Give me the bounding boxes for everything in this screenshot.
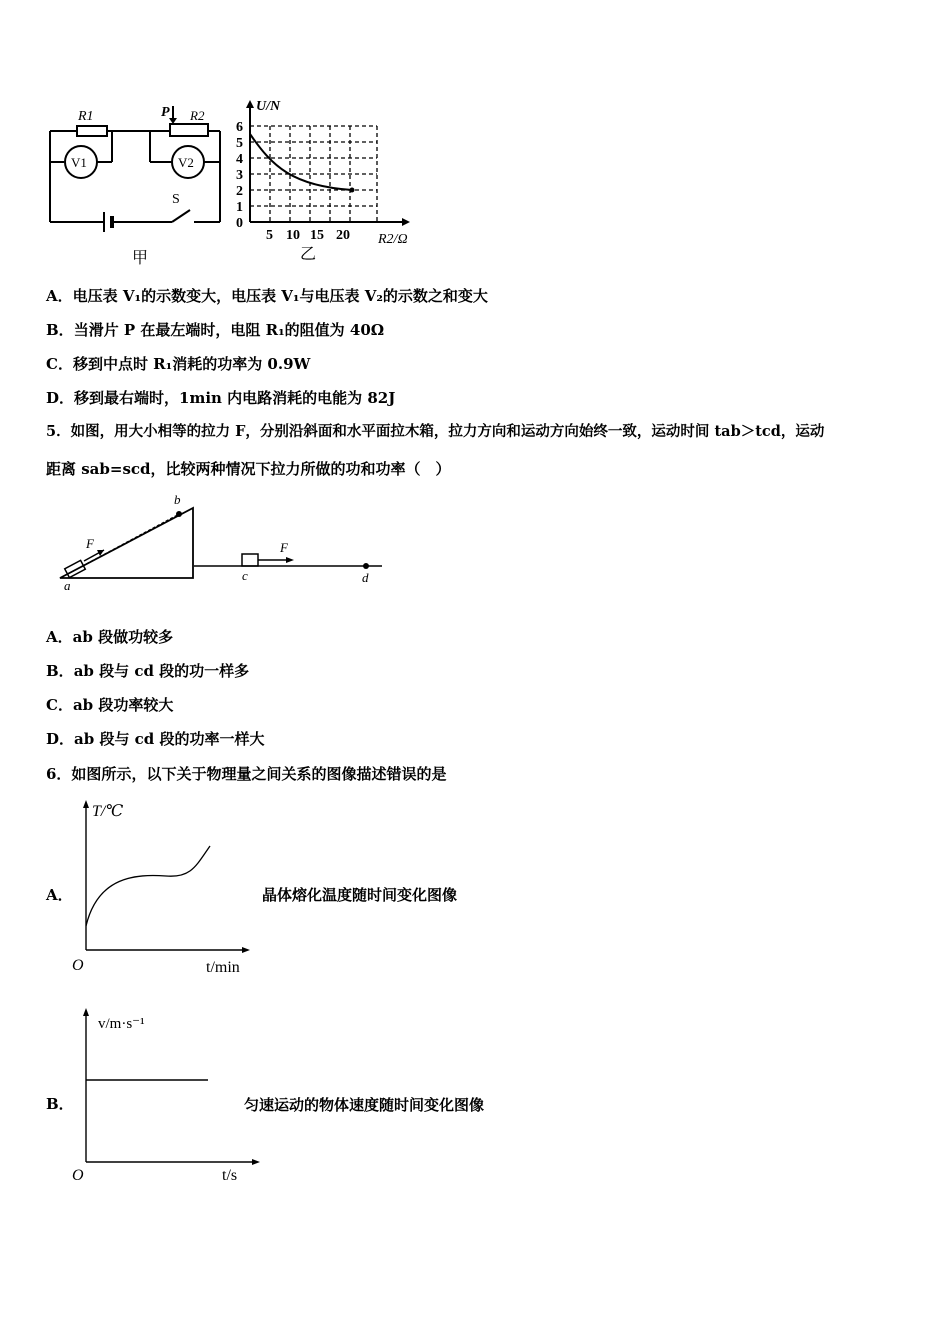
q5-stem-line2: 距离 sab=scd，比较两种情况下拉力所做的功和功率（ ） [46, 460, 451, 478]
q6-stem: 6．如图所示，以下关于物理量之间关系的图像描述错误的是 [46, 765, 447, 783]
ytick-1: 1 [236, 200, 243, 215]
q5-option-b: B．ab 段与 cd 段的功一样多 [46, 662, 250, 680]
incline-box [65, 560, 86, 577]
q6-option-a-key: A． [46, 886, 73, 904]
incline-and-flat-figure [54, 492, 394, 596]
flat-force-arrow [286, 557, 294, 563]
graph-ylabel: U/N [256, 99, 281, 114]
point-b-label: b [174, 492, 181, 507]
uniform-velocity-graph [66, 1004, 266, 1188]
r1-label: R1 [78, 109, 94, 124]
v1-label: V1 [71, 155, 87, 170]
ytick-2: 2 [236, 184, 243, 199]
q4-option-b: B．当滑片 P 在最左端时，电阻 R₁的阻值为 40Ω [46, 321, 385, 339]
flat-force-label: F [280, 540, 288, 555]
point-d-label: d [362, 570, 369, 585]
p-label: P [161, 105, 170, 120]
flat-box [242, 554, 258, 566]
figure-jia-label: 甲 [132, 250, 149, 267]
graph-a-xlabel: t/min [206, 959, 240, 976]
q5-option-a: A．ab 段做功较多 [46, 628, 174, 646]
point-a-label: a [64, 578, 71, 593]
ytick-0: 0 [236, 216, 243, 231]
xtick-5: 5 [266, 228, 273, 243]
point-c-label: c [242, 568, 248, 583]
graph-b-xlabel: t/s [222, 1167, 238, 1184]
voltage-resistance-graph [232, 96, 422, 271]
q5-option-d: D．ab 段与 cd 段的功率一样大 [46, 730, 265, 748]
incline-force-label: F [86, 536, 94, 551]
q4-option-a: A．电压表 V₁的示数变大，电压表 V₁与电压表 V₂的示数之和变大 [46, 287, 488, 305]
q6-option-a-caption: 晶体熔化温度随时间变化图像 [262, 886, 458, 904]
ytick-5: 5 [236, 136, 243, 151]
r2-label: R2 [190, 108, 205, 123]
s-label: S [172, 192, 180, 207]
v2-label: V2 [178, 155, 194, 170]
melting-temperature-graph [66, 796, 266, 980]
q4-option-c: C．移到中点时 R₁消耗的功率为 0.9W [46, 355, 311, 373]
q4-option-d: D．移到最右端时，1min 内电路消耗的电能为 82J [46, 389, 396, 407]
q6-option-b-key: B． [46, 1095, 74, 1113]
xtick-15: 15 [310, 228, 324, 243]
graph-a-origin: O [72, 957, 84, 974]
graph-a-ylabel: T/℃ [92, 803, 124, 820]
q6-option-b-caption: 匀速运动的物体速度随时间变化图像 [244, 1096, 485, 1114]
q5-option-c: C．ab 段功率较大 [46, 696, 174, 714]
graph-b-origin: O [72, 1167, 84, 1184]
graph-xlabel: R2/Ω [378, 232, 408, 247]
q5-stem-line1: 5．如图，用大小相等的拉力 F，分别沿斜面和水平面拉木箱，拉力方向和运动方向始终一致，运动时间 tab＞tcd，运动 [46, 423, 825, 440]
circuit-diagram [44, 98, 234, 273]
graph-b-ylabel: v/m·s⁻¹ [98, 1016, 145, 1032]
ytick-3: 3 [236, 168, 243, 183]
ytick-6: 6 [236, 120, 243, 135]
xtick-20: 20 [336, 228, 350, 243]
resistor-r1 [77, 126, 107, 136]
xtick-10: 10 [286, 228, 300, 243]
ytick-4: 4 [236, 152, 243, 167]
figure-yi-label: 乙 [300, 246, 317, 263]
resistor-r2 [170, 124, 208, 136]
